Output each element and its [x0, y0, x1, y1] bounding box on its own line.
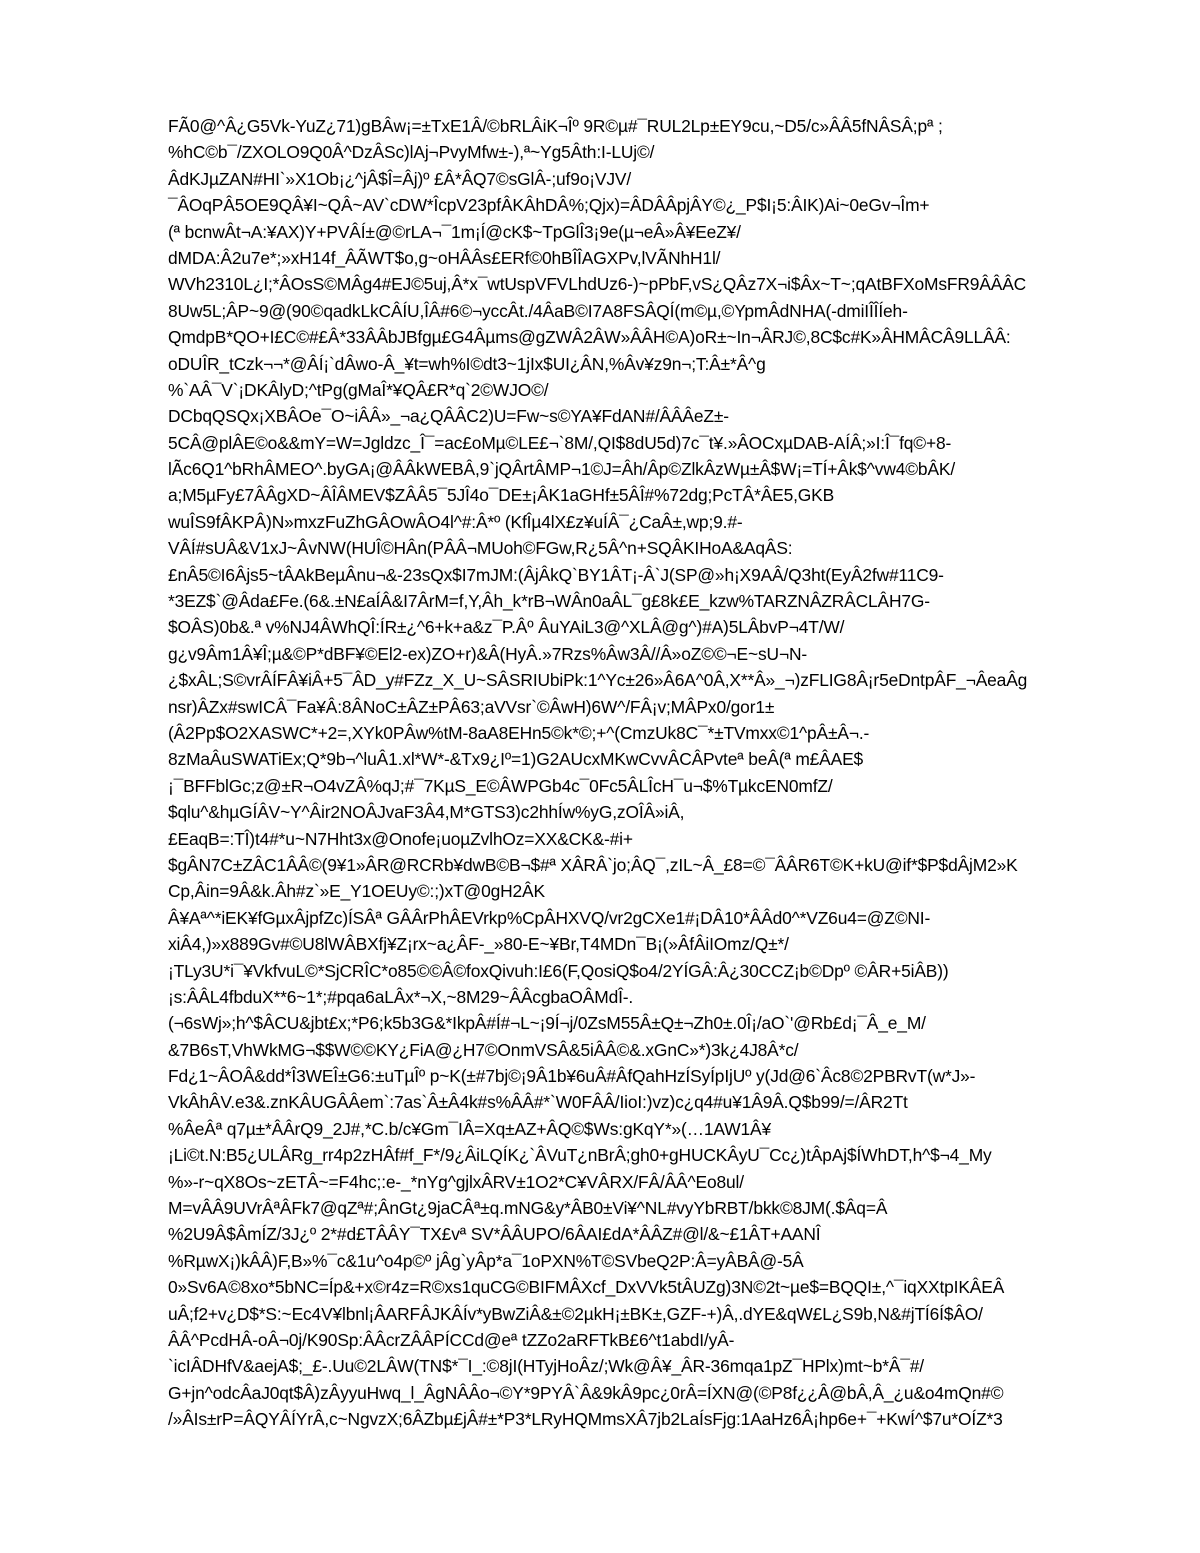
text-line: $gÂN7C±ZÂC1ÂÂ©(9¥1»ÂR@RCRb¥dwB©B¬$#ª XÂRÂ`jo;ÂQ¯,zIL~Â_£8=©¯ÂÂR6T©K+kU@if*$P$dÂjM2»K	[168, 854, 1018, 875]
text-line: /»ÂIs±rP=ÂQYÂÍYrÂ,c~NgvzX;6ÂZbµ£jÂ#±*P3*LRyHQMmsXÂ7jb2LaÍsFjg:1AaHz6Â¡hp6e+¯+KwÍ^$7u*OÍZ*3	[168, 1409, 1003, 1430]
text-line: ÂdKJµZAN#HI`»X1Ob¡¿^jÂ$Î=Âj)º £Â*ÂQ7©sGlÂ-;uf9o¡VJV/	[168, 168, 632, 189]
text-line: *3EZ$`@Âda£Fe.(6&.±N£aÍÂ&I7ÂrM=f,Y,Âh_k*rB¬WÂn0aÂL¯g£8k£E_kzw%TARZNÂZRÂCLÂH7G-	[168, 591, 930, 612]
text-line: Â¥Aª^*iEK¥fGµxÂjpfZc)ÍSÂª GÂÂrPhÂEVrkp%CpÂHXVQ/vr2gCXe1#¡DÂ10*ÂÂd0^*VZ6u4=@Z©NI-	[168, 907, 931, 928]
text-line: lÃc6Q1^bRhÂMEO^.byGA¡@ÂÂkWEBÂ,9`jQÂrtÂMP¬1©J=Âh/Âp©ZlkÂzWµ±Â$W¡=TÍ+Âk$^vw4©bÂK/	[168, 459, 956, 480]
text-line: (¬6sWj»;h^$ÂCU&jbt£x;*P6;k5b3G&*IkpÂ#Í#¬L~¡9Í¬j/0ZsM55Â±Q±¬Zh0±.0Î¡/aO`'@Rb£d¡¯Â_e_M/	[168, 1013, 926, 1034]
text-line: 8Uw5L;ÂP~9@(90©qadkLkCÂÍU,ÎÂ#6©¬yccÂt./4ÂaB©I7A8FSÂQÍ(m©µ,©YpmÂdNHA(-dmiIÎÎÍeh-	[168, 300, 908, 321]
text-line: ¡¯BFFblGc;z@±R¬O4vZÂ%qJ;#¯7KµS_E©ÂWPGb4c¯0Fc5ÂLÎcH¯u¬$%TµkcEN0mfZ/	[168, 775, 833, 796]
text-line: Fd¿1~ÂOÂ&dd*Î3WEÎ±G6:±uTµÎº p~K(±#7bj©¡9Â1b¥6uÂ#ÂfQahHzÍSyÍpIjUº y(Jd@6`Âc8©2PBRvT(w*J»-	[168, 1066, 976, 1087]
text-line: G+jn^odcÂaJ0qt$Â)zÂyyuHwq_l_ÂgNÂÂo¬©Y*9PYÂ`Â&9kÂ9pc¿0rÂ=ÍXN@(©P8f¿¿Â@bÂ,Â_¿u&o4mQn#©	[168, 1382, 1004, 1403]
text-line: DCbqQSQx¡XBÂOe¯O~iÂÂ»_¬a¿QÂÂC2)U=Fw~s©YA¥FdAN#/ÂÂÂeZ±-	[168, 406, 729, 427]
text-line: VkÂhÂV.e3&.znKÂUGÂÂem`:7as`Â±Â4k#s%ÂÂ#*`W0FÂÂ/IioI:)vz)c¿q4#u¥1Â9Â.Q$b99/=/ÂR2Tt	[168, 1092, 908, 1113]
text-line: 5CÂ@plÂE©o&&mY=W=Jgldzc_Î¯=ac£oMµ©LE£¬`8M/,QI$8dU5d)7c¯t¥.»ÂOCxµDAB-AÍÂ;»I:Î¯fq©+8-	[168, 432, 952, 453]
text-line: %hC©b¯/ZXOLO9Q0Â^DzÂSc)lAj¬PvyMfw±-),ª~Yg5Âth:I-LUj©/	[168, 142, 655, 163]
text-line: %ÂeÂª q7µ±*ÂÂrQ9_2J#,*C.b/c¥Gm¯IÂ=Xq±AZ+ÂQ©$Ws:gKqY*»(…1AW1Â¥	[168, 1118, 771, 1139]
text-line: oDUÎR_tCzk¬¬*@ÂÍ¡`dÂwo-Â_¥t=wh%I©dt3~1jIx$UI¿ÂN,%Âv¥z9n¬;T:Â±*Â^g	[168, 353, 766, 374]
text-line: %2U9Â$ÂmÍZ/3J¿º 2*#d£TÂÂY¯TX£vª SV*ÂÂUPO/6ÂAI£dA*ÂÂZ#@l/&~£1ÂT+AANÎ	[168, 1224, 821, 1245]
text-line: (Â2Pp$O2XASWC*+2=,XYk0PÂw%tM-8aA8EHn5©k*©;+^(CmzUk8C¯*±TVmxx©1^pÂ±Â¬.-	[168, 722, 870, 743]
text-line: %»-r~qX8Os~zETÂ~=F4hc;:e-_*nYg^gjlxÂRV±1O2*C¥VÂRX/FÂ/ÂÂ^Eo8ul/	[168, 1171, 744, 1192]
text-line: $qlu^&hµGÍÂV~Y^Âir2NOÂJvaF3Â4,M*GTS3)c2hhÍw%yG,zOÎÂ»iÂ,	[168, 802, 685, 823]
text-line: £nÂ5©I6Âjs5~tÂAkBeµÂnu¬&-23sQx$I7mJM:(ÂjÂkQ`BY1ÂT¡-Â`J(SP@»h¡X9AÂ/Q3ht(EyÂ2fw#11C9-	[168, 564, 944, 585]
text-line: dMDA:Â2u7e*;»xH14f_ÂÃWT$o,g~oHÂÂs£ERf©0hBÎÎAGXPv,lVÃNhH1l/	[168, 247, 721, 268]
text-line: wuÎS9fÂKPÂ)N»mxzFuZhGÂOwÂO4l^#:Â*º (KfÎµ4lX£z¥uÍÂ¯¿CaÂ±,wp;9.#-	[168, 511, 743, 532]
text-line: M=vÂÂ9UVrÂªÂFk7@qZª#;ÂnGt¿9jaCÂª±q.mNG&y*ÂB0±Vi¥^NL#vyYbRBT/bkk©8JM(.$Âq=Â	[168, 1198, 888, 1219]
text-line: `icIÂDHfV&aejA$;_£-.Uu©2LÂW(TN$*¯I_:©8jI(HTyjHoÂz/;Wk@Â¥_ÂR-36mqa1pZ¯HPlx)mt~b*Â¯#/	[168, 1356, 924, 1377]
text-line: ¡Li©t.N:B5¿ULÂRg_rr4p2zHÂf#f_F*/9¿ÂiLQÍK¿`ÂVuT¿nBrÂ;gh0+gHUCKÂyU¯Cc¿)tÂpAj$ÍWhDT,h^$¬4_My	[168, 1145, 992, 1166]
text-line: uÂ;f2+v¿D$*S:~Ec4V¥lbnl¡ÂARFÂJKÂÍv*yBwZiÂ&±©2µkH¡±BK±,GZF-+)Â,.dYE&qW£L¿S9b,N&#jTÍ6Í$ÂO/	[168, 1303, 983, 1324]
text-line: ¡TLy3U*i¯¥VkfvuL©*SjCRÎC*o85©©Â©foxQivuh:I£6(F,QosiQ$o4/2YÍGÂ:Â¿30CCZ¡b©Dpº ©ÂR+5iÂB))	[168, 960, 949, 981]
text-line: ¿$xÂL;S©vrÂÍFÂ¥iÂ+5¯ÂD_y#FZz_X_U~SÂSRIUbiPk:1^Yc±26»Â6A^0Â,X**Â»_¬)zFLIG8Â¡r5eDntpÂF_¬ÂeaÂg	[168, 670, 1028, 691]
text-line: VÂÍ#sUÂ&V1xJ~ÂvNW(HUÎ©HÂn(PÂÂ¬MUoh©FGw,R¿5Â^n+SQÂKIHoA&AqÂS:	[168, 538, 793, 559]
text-line: (ª bcnwÂt¬A:¥AX)Y+PVÂÍ±@©rLA¬¯1m¡Í@cK$~TpGlÎ3¡9e(µ¬eÂ»Â¥EeZ¥/	[168, 221, 741, 242]
text-line: ÂÂ^PcdHÂ-oÂ¬0j/K90Sp:ÂÂcrZÂÂPÍCCd@eª tZZo2aRFTkB£6^t1abdI/yÂ-	[168, 1329, 735, 1350]
text-line: FÃ0@^Â¿G5Vk-YuZ¿71)gBÂw¡=±TxE1Â/©bRLÂiK¬Îº 9R©µ#¯RUL2Lp±EY9cu,~D5/c»ÂÂ5fNÂSÂ;pª ;	[168, 116, 943, 136]
text-line: a;M5µFy£7ÂÂgXD~ÂÎÂMEV$ZÂÂ5¯5JÎ4o¯DE±¡ÂK1aGHf±5ÂÎ#%72dg;PcTÂ*ÂE5,GKB	[168, 485, 835, 506]
text-line: 8zMaÂuSWATiEx;Q*9b¬^luÂ1.xl*W*-&Tx9¿Iº=1)G2AUcxMKwCvvÂCÂPvteª beÂ(ª m£ÂAE$	[168, 749, 864, 770]
text-line: £EaqB=:TÎ)t4#*u~N7Hht3x@Onofe¡uoµZvlhOz=XX&CK&-#i+	[168, 828, 633, 849]
text-line: xiÂ4,)»x889Gv#©U8lWÂBXfj¥Z¡rx~a¿ÂF-_»80-E~¥Br,T4MDn¯B¡(»ÂfÂiIOmz/Q±*/	[168, 934, 789, 955]
text-line: %RµwX¡)kÂÂ)F,B»%¯c&1u^o4p©º jÂg`yÂp*a¯1oPXN%T©SVbeQ2P:Â=yÂBÂ@-5Â	[168, 1250, 804, 1271]
text-line: Cp,Âin=9Â&k.Âh#z`»E_Y1OEUy©:;)xT@0gH2ÂK	[168, 881, 545, 902]
text-line: $OÂS)0b&.ª v%NJ4ÂWhQÎ:ÍR±¿^6+k+a&z¯P.Âº ÂuYAiL3@^XLÂ@g^)#A)5LÂbvP¬4T/W/	[168, 617, 845, 638]
text-line: nsr)ÂZx#swICÂ¯Fa¥Â:8ÂNoC±ÂZ±PÂ63;aVVsr`©ÂwH)6W^/FÂ¡v;MÂPx0/gor1±	[168, 696, 775, 717]
text-line: g¿v9Âm1Â¥Î;µ&©P*dBF¥©El2-ex)ZO+r)&Â(HyÂ.»7Rzs%Âw3Â//Â»oZ©©¬E~sU¬N-	[168, 643, 807, 664]
text-line: ¯ÂOqPÂ5OE9QÂ¥I~QÂ~AV`cDW*ÎcpV23pfÂKÂhDÂ%;Qjx)=ÂDÂÂpjÂY©¿_P$I¡5:ÂIK)Ai~0eGv¬Îm+	[168, 195, 930, 216]
document-body	[168, 113, 1128, 1433]
text-line: QmdpB*QO+I£C©#£Â*33ÂÂbJBfgµ£G4Âµms@gZWÂ2ÂW»ÂÂH©A)oR±~In¬ÂRJ©,8C$c#K»ÂHMÂCÂ9LLÂÂ:	[168, 327, 1011, 348]
text-line: WVh2310L¿I;*ÂOsS©MÂg4#EJ©5uj,Â*x¯wtUspVFVLhdUz6-)~pPbF,vS¿QÂz7X¬i$Âx~T~;qAtBFXoMsFR9ÂÂÂC	[168, 274, 1027, 295]
text-line: %`AÂ¯V`¡DKÂlyD;^tPg(gMaÎ*¥QÂ£R*q`2©WJO©/	[168, 379, 549, 400]
text-line: ¡s:ÂÂL4fbduX**6~1*;#pqa6aLÂx*¬X,~8M29~ÂÂcgbaOÂMdÎ-.	[168, 986, 634, 1007]
text-line: 0»Sv6A©8xo*5bNC=Íp&+x©r4z=R©xs1quCG©BIFMÂXcf_DxVVk5tÂUZg)3N©2t~µe$=BQQI±,^¯iqXXtpIKÂEÂ	[168, 1277, 1005, 1298]
text-line: &7B6sT,VhWkMG¬$$W©©KY¿FiA@¿H7©OnmVSÂ&5iÂÂ©&.xGnC»*)3k¿4J8Â*c/	[168, 1039, 799, 1060]
